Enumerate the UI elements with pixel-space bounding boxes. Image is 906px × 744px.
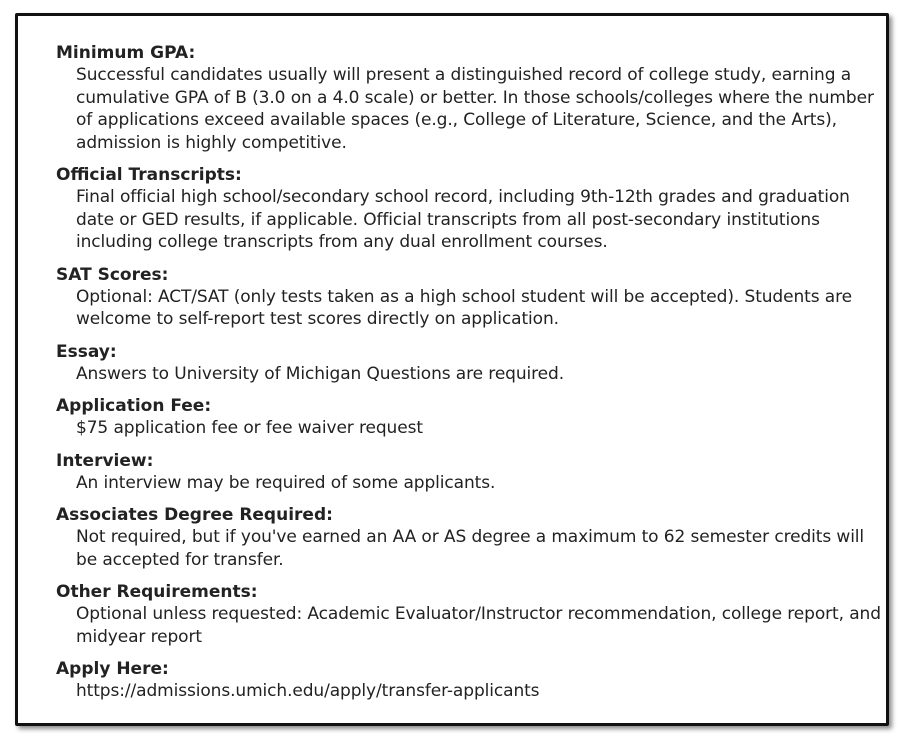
- apply-link[interactable]: https://admissions.umich.edu/apply/transfer-applicants: [76, 681, 540, 701]
- requirement-label: SAT Scores:: [56, 264, 169, 285]
- requirement-other: [56, 581, 882, 648]
- requirement-label: Other Requirements:: [56, 582, 258, 602]
- requirement-official-transcripts: [56, 164, 882, 254]
- requirement-label: Essay:: [56, 341, 117, 362]
- requirement-value: Answers to University of Michigan Questions are required.: [76, 363, 565, 384]
- requirement-value: Successful candidates usually will present a distinguished record of college study, earning a cumulative GPA of B (3.0 on a 4.0 scale) or better. In those schools/colleges where the number of applications exceed available spaces (e.g., College of Literature, Science, and the Arts), admission is highly competitive.: [76, 65, 874, 153]
- requirement-label: Apply Here:: [56, 659, 169, 679]
- requirements-panel: [15, 13, 889, 726]
- requirement-label: Application Fee:: [56, 396, 212, 416]
- requirement-sat-scores: [56, 264, 882, 331]
- requirement-apply-here: [56, 658, 882, 703]
- requirement-interview: [56, 450, 882, 495]
- requirement-value: An interview may be required of some applicants.: [76, 472, 496, 493]
- requirement-minimum-gpa: [56, 42, 882, 154]
- requirement-application-fee: [56, 395, 882, 440]
- requirement-label: Associates Degree Required:: [56, 505, 333, 525]
- requirement-value: Not required, but if you've earned an AA or AS degree a maximum to 62 semester credits will be accepted for transfer.: [76, 527, 865, 570]
- requirements-list: [56, 42, 882, 713]
- requirement-label: Official Transcripts:: [56, 165, 242, 185]
- requirement-label: Interview:: [56, 450, 154, 471]
- requirement-essay: [56, 341, 882, 386]
- requirement-value: Optional unless requested: Academic Evaluator/Instructor recommendation, college report, and midyear report: [76, 604, 881, 647]
- requirement-value: $75 application fee or fee waiver request: [76, 418, 423, 438]
- requirement-value: Final official high school/secondary school record, including 9th-12th grades and graduation date or GED results, if applicable. Official transcripts from all post-secondary institutions including college transcripts from any dual enrollment courses.: [76, 187, 850, 252]
- requirement-label: Minimum GPA:: [56, 43, 196, 63]
- requirement-associates-degree: [56, 504, 882, 571]
- requirement-value: Optional: ACT/SAT (only tests taken as a high school student will be accepted). Students are welcome to self-report test scores directly on application.: [76, 286, 852, 329]
